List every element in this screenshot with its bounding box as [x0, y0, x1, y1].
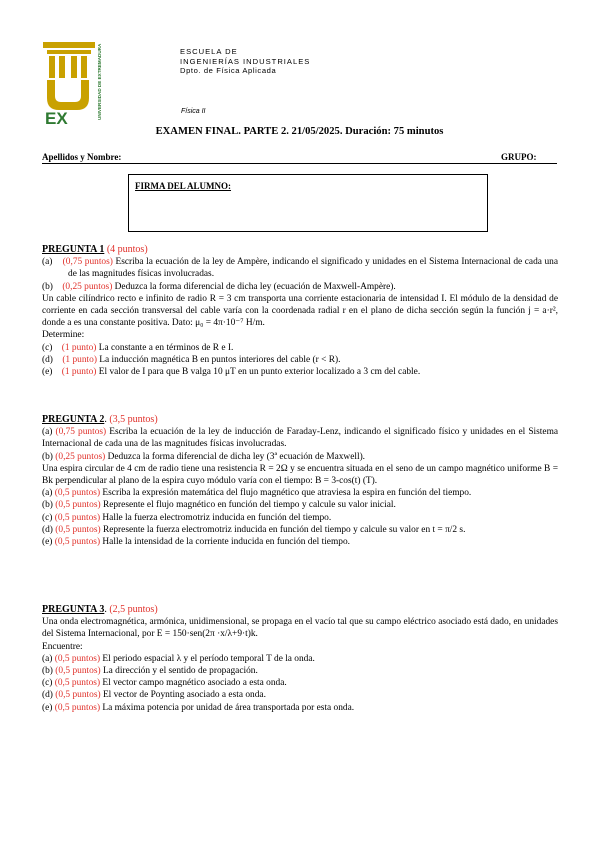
q3-item-e: (e) (0,5 puntos) La máxima potencia por unidad de área transportada por esta onda.: [42, 702, 355, 713]
department: Dpto. de Física Aplicada: [180, 66, 277, 76]
subject-label: Física II: [181, 108, 206, 115]
q2-item-b: (b) (0,25 puntos) Deduzca la forma diferencial de dicha ley (3ª ecuación de Maxwell).: [42, 451, 366, 462]
logo-letters: EX: [45, 109, 68, 125]
q2-item-c: (a) (0,5 puntos) Escriba la expresión matemática del flujo magnético que atraviesa la espira en función del tiempo.: [42, 488, 472, 499]
q3-item-d: (d) (0,5 puntos) El vector de Poynting asociado a esta onda.: [42, 690, 266, 701]
question-3: PREGUNTA 3. (2,5 puntos) Una onda electromagnética, armónica, unidimensional, se propaga en el vacío tal que su campo eléctrico asociado está dado, en unidades del Sistema Internacional, por E = 150·sen(2π ·x/λ+9·t)k. Encuentre: (a) (0,5 puntos) El periodo espacial λ y el período temporal T de la onda. (b) (0,5 puntos) La dirección y el sentido de propagación. (c) (0,5 puntos) El vector campo magnético asociado a esta onda. (d) (0,5 puntos) El vector de Poynting asociado a esta onda. (e) (0,5 puntos) La máxima potencia por unidad de área transportada por esta onda.: [42, 604, 558, 713]
question-1: [42, 244, 558, 378]
q3-intro: Una onda electromagnética, armónica, unidimensional, se propaga en el vacío tal que su campo eléctrico asociado está dado, en unidades del Sistema Internacional, por E = 150·sen(2π ·x/λ+9·t)k.: [42, 617, 558, 640]
group-label: GRUPO:: [501, 152, 537, 162]
signature-label: FIRMA DEL ALUMNO:: [135, 181, 232, 191]
q3-title: PREGUNTA 3: [42, 604, 105, 615]
logo-vertical-text: UNIVERSIDAD DE EXTREMADURA: [97, 43, 102, 120]
q2-item-d: (b) (0,5 puntos) Represente el flujo magnético en función del tiempo y calcule su valor inicial.: [42, 500, 396, 511]
q2-item-g: (e) (0,5 puntos) Halle la intensidad de la corriente inducida en función del tiempo.: [42, 537, 350, 548]
q3-find: Encuentre:: [42, 641, 83, 652]
surname-label: Apellidos y Nombre:: [42, 152, 122, 162]
university-logo: [41, 40, 105, 125]
q1-determine: Determine:: [42, 330, 85, 341]
q1-item-e: (e) (1 punto) El valor de I para que B valga 10 μT en un punto exterior localizado a 3 cm del cable.: [42, 367, 421, 378]
q2-title: PREGUNTA 2: [42, 414, 105, 425]
q2-points: (3,5 puntos): [109, 414, 158, 425]
q2-item-e: (c) (0,5 puntos) Halle la fuerza electromotriz inducida en función del tiempo.: [42, 512, 332, 523]
q2-intro: Una espira circular de 4 cm de radio tiene una resistencia R = 2Ω y se encuentra situada en el seno de un campo magnético uniforme B = Bk perpendicular al plano de la espira cuyo módulo varía con el tiempo: B = 3-cos(t) (T).: [42, 463, 558, 487]
q2-item-f: (d) (0,5 puntos) Represente la fuerza electromotriz inducida en función del tiempo y calcule su valor en t = π/2 s.: [42, 524, 466, 535]
school-line-1: ESCUELA DE: [180, 47, 238, 56]
q1-item-b: (b) (0,25 puntos) Deduzca la forma diferencial de dicha ley (ecuación de Maxwell-Ampère).: [42, 281, 396, 292]
q1-item-c: (c) (1 punto) La constante a en términos de R e I.: [42, 342, 234, 353]
q3-item-b: (b) (0,5 puntos) La dirección y el sentido de propagación.: [42, 666, 258, 677]
q1-intro: Un cable cilíndrico recto e infinito de radio R = 3 cm transporta una corriente estacionaria de intensidad I. El módulo de la densidad de corriente en cada sección transversal del cable varía con la coordenada radial r en el plano de dicha sección según la función j = a·r², donde a es una constante positiva. Dato: μ₀ = 4π·10⁻⁷ H/m.: [42, 293, 558, 329]
q3-item-c: (c) (0,5 puntos) El vector campo magnético asociado a esta onda.: [42, 678, 287, 689]
q3-points: (2,5 puntos): [109, 604, 158, 615]
name-line: [42, 163, 557, 164]
exam-title: EXAMEN FINAL. PARTE 2. 21/05/2025. Duración: 75 minutos: [155, 126, 444, 137]
q1-points: (4 puntos): [106, 244, 148, 255]
q1-item-a: (a) (0,75 puntos) Escriba la ecuación de la ley de Ampère, indicando el significado y unidades en el Sistema Internacional de cada una de las magnitudes físicas involucradas.: [42, 257, 559, 280]
q1-title: PREGUNTA 1: [42, 244, 105, 255]
school-line-2: INGENIERÍAS INDUSTRIALES: [180, 56, 311, 66]
q2-item-a: (a) (0,75 puntos) Escriba la ecuación de la ley de inducción de Faraday-Lenz, indicando el significado físico y unidades en el Sistema Internacional de cada una de las magnitudes físicas involucradas.: [42, 427, 559, 450]
institution-block: [180, 47, 310, 76]
question-2: PREGUNTA 2. (3,5 puntos) (a) (0,75 puntos) Escriba la ecuación de la ley de inducción de Faraday-Lenz, indicando el significado físico y unidades en el Sistema Internacional de cada una de las magnitudes físicas involucradas. (b) (0,25 puntos) Deduzca la forma diferencial de dicha ley (3ª ecuación de Maxwell). Una espira circular de 4 cm de radio tiene una resistencia R = 2Ω y se encuentra situada en el seno de un campo magnético uniforme B = Bk perpendicular al plano de la espira cuyo módulo varía con el tiempo: B = 3-cos(t) (T). (a) (0,5 puntos) Escriba la expresión matemática del flujo magnético que atraviesa la espira en función del tiempo. (b) (0,5 puntos) Represente el flujo magnético en función del tiempo y calcule su valor inicial. (c) (0,5 puntos) Halle la fuerza electromotriz inducida en función del tiempo. (d) (0,5 puntos) Represente la fuerza electromotriz inducida en función del tiempo y calcule su valor en t = π/2 s. (e) (0,5 puntos) Halle la intensidad de la corriente inducida en función del tiempo.: [42, 414, 559, 548]
q3-item-a: (a) (0,5 puntos) El periodo espacial λ y el período temporal T de la onda.: [42, 653, 315, 664]
q1-item-d: (d) (1 punto) La inducción magnética B en puntos interiores del cable (r < R).: [42, 354, 341, 365]
